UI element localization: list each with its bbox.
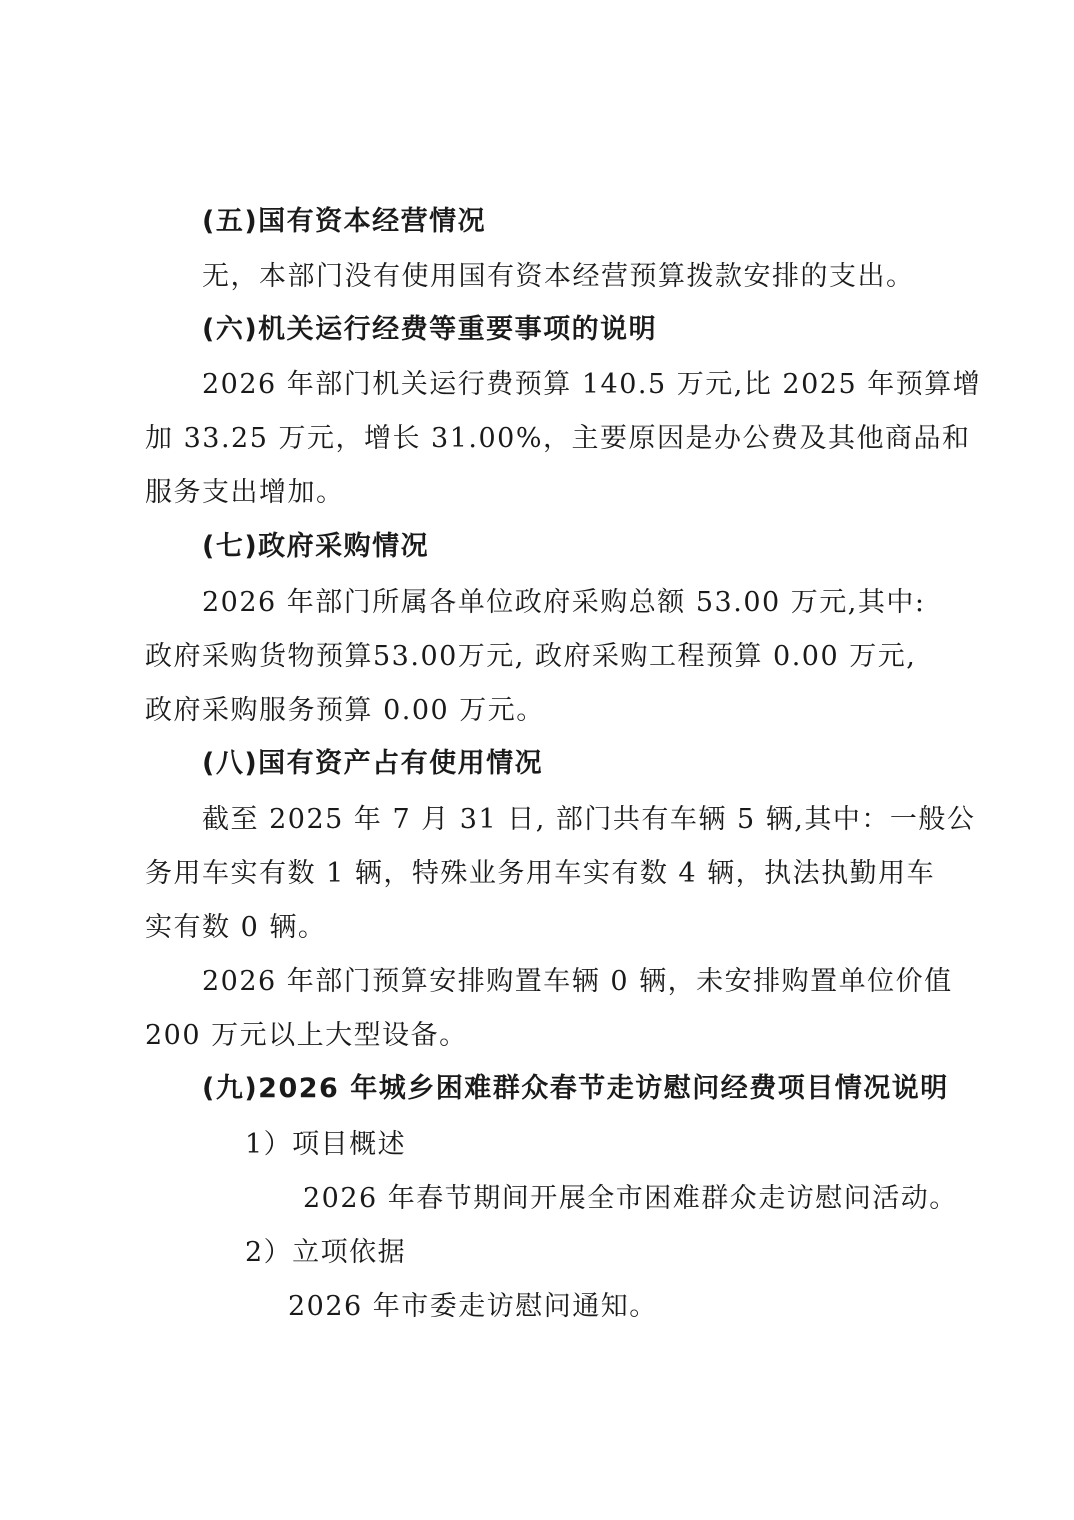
section-7-line-3: 政府采购服务预算 0.00 万元。 <box>145 695 545 726</box>
section-8-line-2: 务用车实有数 1 辆，特殊业务用车实有数 4 辆，执法执勤用车 <box>145 858 936 889</box>
section-7-heading: (七)政府采购情况 <box>202 531 430 562</box>
section-7-line-2: 政府采购货物预算53.00万元, 政府采购工程预算 0.00 万元, <box>145 641 917 672</box>
section-6-heading: (六)机关运行经费等重要事项的说明 <box>202 314 658 345</box>
section-9-item-2-label: 2）立项依据 <box>245 1237 407 1268</box>
section-9-item-1-label: 1）项目概述 <box>245 1129 407 1160</box>
section-5-text: 无，本部门没有使用国有资本经营预算拨款安排的支出。 <box>202 261 915 292</box>
section-8-heading: (八)国有资产占有使用情况 <box>202 748 544 779</box>
section-8-line-3: 实有数 0 辆。 <box>145 912 327 943</box>
section-7-line-1: 2026 年部门所属各单位政府采购总额 53.00 万元,其中: <box>202 587 926 618</box>
section-8-line-4: 2026 年部门预算安排购置车辆 0 辆，未安排购置单位价值 <box>202 966 953 997</box>
section-6-line-1: 2026 年部门机关运行费预算 140.5 万元,比 2025 年预算增 <box>202 369 982 400</box>
section-8-line-1: 截至 2025 年 7 月 31 日, 部门共有车辆 5 辆,其中：一般公 <box>202 804 976 835</box>
section-9-heading: (九)2026 年城乡困难群众春节走访慰问经费项目情况说明 <box>202 1073 949 1104</box>
section-9-item-2-text: 2026 年市委走访慰问通知。 <box>288 1291 658 1322</box>
section-9-item-1-text: 2026 年春节期间开展全市困难群众走访慰问活动。 <box>303 1183 958 1214</box>
section-6-line-3: 服务支出增加。 <box>145 477 345 508</box>
section-6-line-2: 加 33.25 万元，增长 31.00%，主要原因是办公费及其他商品和 <box>145 423 971 454</box>
section-8-line-5: 200 万元以上大型设备。 <box>145 1020 468 1051</box>
section-5-heading: (五)国有资本经营情况 <box>202 206 487 237</box>
